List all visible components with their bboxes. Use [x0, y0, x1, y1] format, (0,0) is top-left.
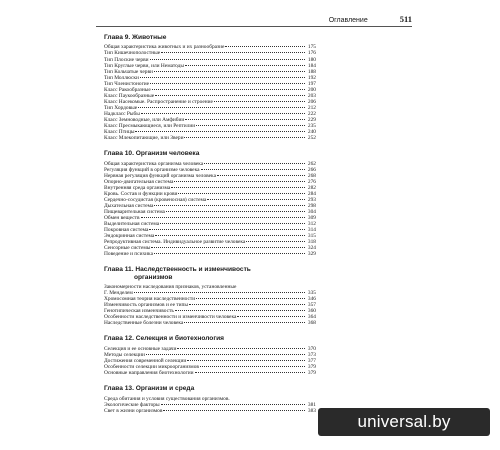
toc-entry[interactable]	[104, 370, 316, 376]
toc-entry-title: Методы селекции	[104, 351, 145, 358]
toc-entry-page: 176	[307, 50, 316, 57]
toc-entry-title: Класс Насекомые. Распространение и строение	[104, 98, 213, 105]
toc-entry-title: Внутренняя среда организма	[104, 184, 171, 191]
toc-entry-title: Свет в жизни организмов	[104, 407, 163, 414]
toc-entry-title: Закономерности наследования признаков, установленные	[104, 284, 237, 291]
toc-entry-page: 360	[307, 308, 316, 315]
dot-leader	[196, 298, 305, 299]
dot-leader	[214, 101, 305, 102]
dot-leader	[207, 199, 305, 200]
dot-leader	[200, 366, 305, 367]
toc-entry-page: 184	[307, 62, 316, 69]
dot-leader	[237, 316, 305, 317]
toc-entry-page: 368	[307, 320, 316, 327]
toc-entry-title: Изменчивость организмов и ее типы	[104, 302, 189, 309]
dot-leader	[155, 95, 305, 96]
dot-leader	[149, 229, 305, 230]
chapter-heading	[104, 34, 316, 41]
dot-leader	[163, 410, 305, 411]
toc-entry-page: 377	[307, 357, 316, 364]
watermark-logo: universal.by	[318, 408, 490, 436]
dot-leader	[160, 223, 305, 224]
toc-entry-page: 252	[307, 135, 316, 142]
toc-entry-page: 309	[307, 214, 316, 221]
section-title: Оглавление	[328, 17, 368, 24]
page-number: 511	[399, 14, 412, 24]
dot-leader	[140, 77, 305, 78]
toc-entry-page: 314	[307, 227, 316, 234]
dot-leader	[196, 125, 305, 126]
dot-leader	[155, 235, 305, 236]
dot-leader	[141, 217, 306, 218]
toc-entry-page: 240	[307, 129, 316, 136]
toc-entry-title: Тип Плоские черви	[104, 56, 149, 63]
toc-entry-title: Общая характеристика организма человека	[104, 160, 204, 167]
chapter-title: Глава 10. Организм человека	[104, 150, 200, 158]
toc-entry[interactable]	[104, 408, 316, 414]
toc-entry-title: Поведение и психика	[104, 251, 153, 258]
toc-entry-page: 370	[307, 345, 316, 352]
toc-entry[interactable]	[104, 284, 316, 296]
toc-entry-page: 212	[307, 104, 316, 111]
toc-entry-page: 206	[307, 98, 316, 105]
toc-entry-title: Надкласс Рыбы	[104, 110, 140, 117]
toc-entry-title: Наследственные болезни человека	[104, 320, 184, 327]
toc-entry-title: Выделительная система	[104, 221, 160, 228]
dot-leader	[138, 107, 305, 108]
toc-entry-page: 329	[307, 251, 316, 258]
toc-entry-title: Эндокринная система	[104, 233, 155, 240]
toc-entry-title: Тип Членистоногие	[104, 80, 150, 87]
dot-leader	[189, 304, 305, 305]
toc-entry-page: 266	[307, 166, 316, 173]
dot-leader	[154, 253, 305, 254]
toc-entry-title: Класс Ракообразные	[104, 86, 151, 93]
toc-entry-title: Основные направления биотехнологии	[104, 370, 194, 377]
dot-leader	[154, 205, 305, 206]
chapter-title: Глава 13. Организм и среда	[104, 385, 195, 393]
toc-entry[interactable]	[104, 135, 316, 141]
toc-entry-title: Общая характеристика животных и их разнообразие	[104, 44, 225, 51]
dot-leader	[185, 65, 305, 66]
toc-entry-title: Достижения современной селекции	[104, 357, 187, 364]
toc-entry-title: Класс Птицы	[104, 129, 135, 136]
toc-entry-title: Сердечно-сосудистая (кровеносная) система	[104, 196, 207, 203]
chapter-heading	[104, 385, 316, 392]
toc-entry-title-continuation: Экологические факторы	[104, 401, 160, 408]
dot-leader	[151, 247, 305, 248]
toc-entry-page: 293	[307, 196, 316, 203]
toc-entry-page: 381	[307, 401, 316, 408]
dot-leader	[161, 404, 305, 405]
chapter-title: Глава 9. Животные	[104, 34, 167, 41]
toc-entry-title: Тип Кишечнополостные	[104, 50, 161, 57]
running-header	[96, 13, 412, 27]
toc-entry-title: Класс Паукообразные	[104, 92, 155, 99]
dot-leader	[154, 71, 305, 72]
toc-entry-page: 318	[307, 239, 316, 246]
toc-entry-title: Класс Млекопитающие, или Звери	[104, 135, 184, 142]
dot-leader	[171, 187, 305, 188]
dot-leader	[184, 322, 305, 323]
toc-entry-page: 180	[307, 56, 316, 63]
dot-leader	[141, 113, 305, 114]
toc-entry-page: 312	[307, 221, 316, 228]
chapter-title: Глава 12. Селекция и биотехнология	[104, 335, 224, 343]
dot-leader	[217, 175, 305, 176]
dot-leader	[174, 181, 305, 182]
toc-entry-title: Репродуктивная система. Индивидуальное развитие человека	[104, 239, 246, 246]
toc-entry-page: 222	[307, 110, 316, 117]
dot-leader	[201, 169, 305, 170]
toc-entry-page: 192	[307, 74, 316, 81]
toc-entry-page: 373	[307, 351, 316, 358]
toc-entry-title: Опорно-двигательная система	[104, 178, 174, 185]
toc-entry-page: 304	[307, 208, 316, 215]
toc-entry-title-continuation: Г. Менделем	[104, 290, 133, 297]
dot-leader	[178, 193, 305, 194]
toc-entry-page: 276	[307, 178, 316, 185]
toc-entry-title: Особенности селекции микроорганизмов	[104, 364, 199, 370]
dot-leader	[146, 354, 305, 355]
dot-leader	[204, 163, 305, 164]
dot-leader	[246, 241, 305, 242]
toc-entry-page: 262	[307, 160, 316, 167]
toc-entry-page: 383	[307, 407, 316, 414]
dot-leader	[152, 89, 305, 90]
toc-entry-page: 379	[307, 364, 316, 370]
toc-entry-title: Тип Хордовые	[104, 104, 138, 111]
dot-leader	[150, 83, 305, 84]
dot-leader	[177, 348, 305, 349]
dot-leader	[134, 292, 305, 293]
toc-entry-title: Селекция и ее основные задачи	[104, 345, 177, 352]
toc-entry-page: 364	[307, 314, 316, 321]
toc-entry-title: Сенсорные системы	[104, 245, 151, 252]
toc-entry-page: 324	[307, 245, 316, 252]
table-of-contents	[104, 30, 316, 414]
toc-entry-page: 335	[307, 290, 316, 297]
dot-leader	[195, 372, 306, 373]
toc-entry-title: Тип Моллюски	[104, 74, 139, 81]
toc-entry-page: 197	[307, 80, 316, 87]
toc-entry-page: 175	[307, 44, 316, 51]
chapter-heading	[104, 150, 316, 157]
toc-entry-page: 235	[307, 123, 316, 130]
toc-entry-title: Класс Земноводные, или Амфибии	[104, 116, 185, 123]
toc-entry-title: Регуляция функций в организме человека	[104, 166, 200, 173]
dot-leader	[187, 360, 305, 361]
toc-entry[interactable]	[104, 320, 316, 326]
toc-entry-title: Нервная регуляция функций организма человека	[104, 172, 216, 179]
toc-entry-title: Покровная система	[104, 227, 149, 234]
toc-entry-title: Класс Пресмыкающиеся, или Рептилии	[104, 123, 196, 130]
dot-leader	[150, 59, 305, 60]
chapter-title-continuation: организмов	[134, 273, 173, 281]
toc-entry-page: 346	[307, 296, 316, 303]
toc-entry-title: Тип Круглые черви, или Нематоды	[104, 62, 185, 69]
toc-entry-title: Особенности наследственности и изменчивости человека	[104, 314, 237, 321]
dot-leader	[175, 310, 305, 311]
toc-entry-page: 284	[307, 190, 316, 197]
toc-entry-title: Генотипическая изменчивость	[104, 308, 174, 315]
toc-entry-title: Пищеварительная система	[104, 208, 165, 215]
toc-entry-title: Обмен веществ	[104, 214, 140, 221]
dot-leader	[184, 137, 305, 138]
toc-entry-title: Хромосомная теория наследственности	[104, 296, 196, 303]
toc-entry-page: 229	[307, 116, 316, 123]
dot-leader	[135, 131, 305, 132]
toc-entry-page: 268	[307, 172, 316, 179]
toc-entry-page: 200	[307, 86, 316, 93]
toc-entry-page: 315	[307, 233, 316, 240]
toc-entry-title: Среда обитания и условия существования организмов.	[104, 395, 230, 402]
dot-leader	[225, 46, 305, 47]
dot-leader	[185, 119, 305, 120]
dot-leader	[161, 52, 305, 53]
toc-entry-page: 282	[307, 184, 316, 191]
chapter-heading	[104, 335, 316, 342]
toc-entry[interactable]	[104, 251, 316, 257]
toc-entry-title: Дыхательная система	[104, 202, 154, 209]
chapter-title: Глава 11. Наследственность и изменчивость	[104, 266, 251, 274]
toc-entry-page: 188	[307, 68, 316, 75]
dot-leader	[166, 211, 305, 212]
toc-entry-title: Тип Кольчатые черви	[104, 68, 153, 75]
toc-entry[interactable]	[104, 396, 316, 408]
toc-entry-page: 379	[307, 370, 316, 377]
toc-entry-page: 203	[307, 92, 316, 99]
toc-entry-page: 298	[307, 202, 316, 209]
toc-entry-page: 357	[307, 302, 316, 309]
toc-entry-title: Кровь. Состав и функции крови	[104, 190, 178, 197]
chapter-heading	[104, 266, 316, 281]
